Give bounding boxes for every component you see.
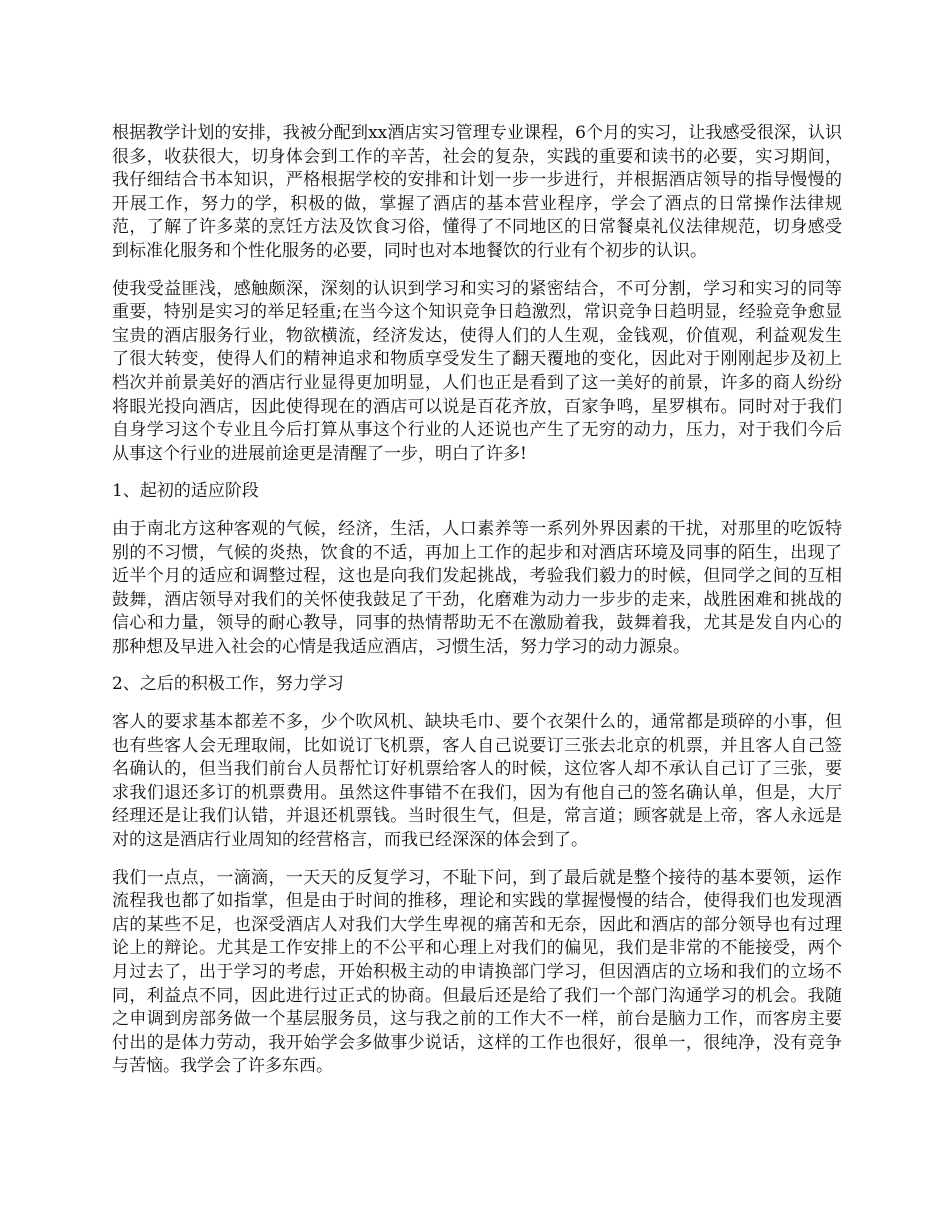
section-heading-1: 1、起初的适应阶段 [112,481,259,502]
paragraph-customer-requests: 客人的要求基本都差不多，少个吹风机、缺块毛巾、要个衣架什么的，通常都是琐碎的小事，但也有些客人会无理取闹，比如说订飞机票，客人自己说要订三张去北京的机票，并且客人自己签名确认的，但当我们前台人员帮忙订好机票给客人的时候，这位客人却不承认自己订了三张，要求我们退还多订的机票费用。虽然这件事错不在我们，因为有他自己的签名确认单，但是，大厅经理还是让我们认错，并退还机票钱。当时很生气，但是，常言道；顾客就是上帝，客人永远是对的这是酒店行业周知的经营格言，而我已经深深的体会到了。 [112,712,842,851]
paragraph-adaptation: 由于南北方这种客观的气候，经济，生活，人口素养等一系列外界因素的干扰，对那里的吃饭特别的不习惯，气候的炎热，饮食的不适，再加上工作的起步和对酒店环境及同事的陌生，出现了近半个月的适应和调整过程，这也是向我们发起挑战，考验我们毅力的时候，但同学之间的互相鼓舞，酒店领导对我们的关怀使我鼓足了干劲，化磨难为动力一步步的走来，战胜困难和挑战的信心和力量，领导的耐心教导，同事的热情帮助无不在激励着我，鼓舞着我，尤其是发自内心的那种想及早进入社会的心情是我适应酒店，习惯生活，努力学习的动力源泉。 [112,518,842,657]
paragraph-learning: 我们一点点，一滴滴，一天天的反复学习，不耻下问，到了最后就是整个接待的基本要领，运作流程我也都了如指掌，但是由于时间的推移，理论和实践的掌握慢慢的结合，使得我们也发现酒店的某些不足，也深受酒店人对我们大学生卑视的痛苦和无奈，因此和酒店的部分领导也有过理论上的辩论。尤其是工作安排上的不公平和心理上对我们的偏见，我们是非常的不能接受，两个月过去了，出于学习的考虑，开始积极主动的申请换部门学习，但因酒店的立场和我们的立场不同，利益点不同，因此进行过正式的协商。但最后还是给了我们一个部门沟通学习的机会。我随之申调到房部务做一个基层服务员，这与我之前的工作大不一样，前台是脑力工作，而客房主要付出的是体力劳动，我开始学会多做事少说话，这样的工作也很好，很单一，很纯净，没有竞争与苦恼。我学会了许多东西。 [112,867,842,1077]
document-body [112,122,842,1093]
paragraph-benefits: 使我受益匪浅，感触颇深，深刻的认识到学习和实习的紧密结合，不可分割，学习和实习的同等重要，特别是实习的举足轻重;在当今这个知识竞争日趋激烈，常识竞争日趋明显，经验竞争愈显宝贵的酒店服务行业，物欲横流，经济发达，使得人们的人生观，金钱观，价值观，利益观发生了很大转变，使得人们的精神追求和物质享受发生了翻天覆地的变化，因此对于刚刚起步及初上档次并前景美好的酒店行业显得更加明显，人们也正是看到了这一美好的前景，许多的商人纷纷将眼光投向酒店，因此使得现在的酒店可以说是百花齐放，百家争鸣，星罗棋布。同时对于我们自身学习这个专业且今后打算从事这个行业的人还说也产生了无穷的动力，压力，对于我们今后从事这个行业的进展前途更是清醒了一步，明白了许多! [112,278,842,464]
section-heading-2: 2、之后的积极工作，努力学习 [112,674,344,695]
paragraph-intro: 根据教学计划的安排，我被分配到xx酒店实习管理专业课程，6个月的实习，让我感受很深，认识很多，收获很大，切身体会到工作的辛苦，社会的复杂，实践的重要和读书的必要，实习期间，我仔细结合书本知识，严格根据学校的安排和计划一步一步进行，并根据酒店领导的指导慢慢的开展工作，努力的学，积极的做，掌握了酒店的基本营业程序，学会了酒点的日常操作法律规范，了解了许多菜的烹饪方法及饮食习俗，懂得了不同地区的日常餐桌礼仪法律规范，切身感受到标准化服务和个性化服务的必要，同时也对本地餐饮的行业有个初步的认识。 [112,123,842,261]
